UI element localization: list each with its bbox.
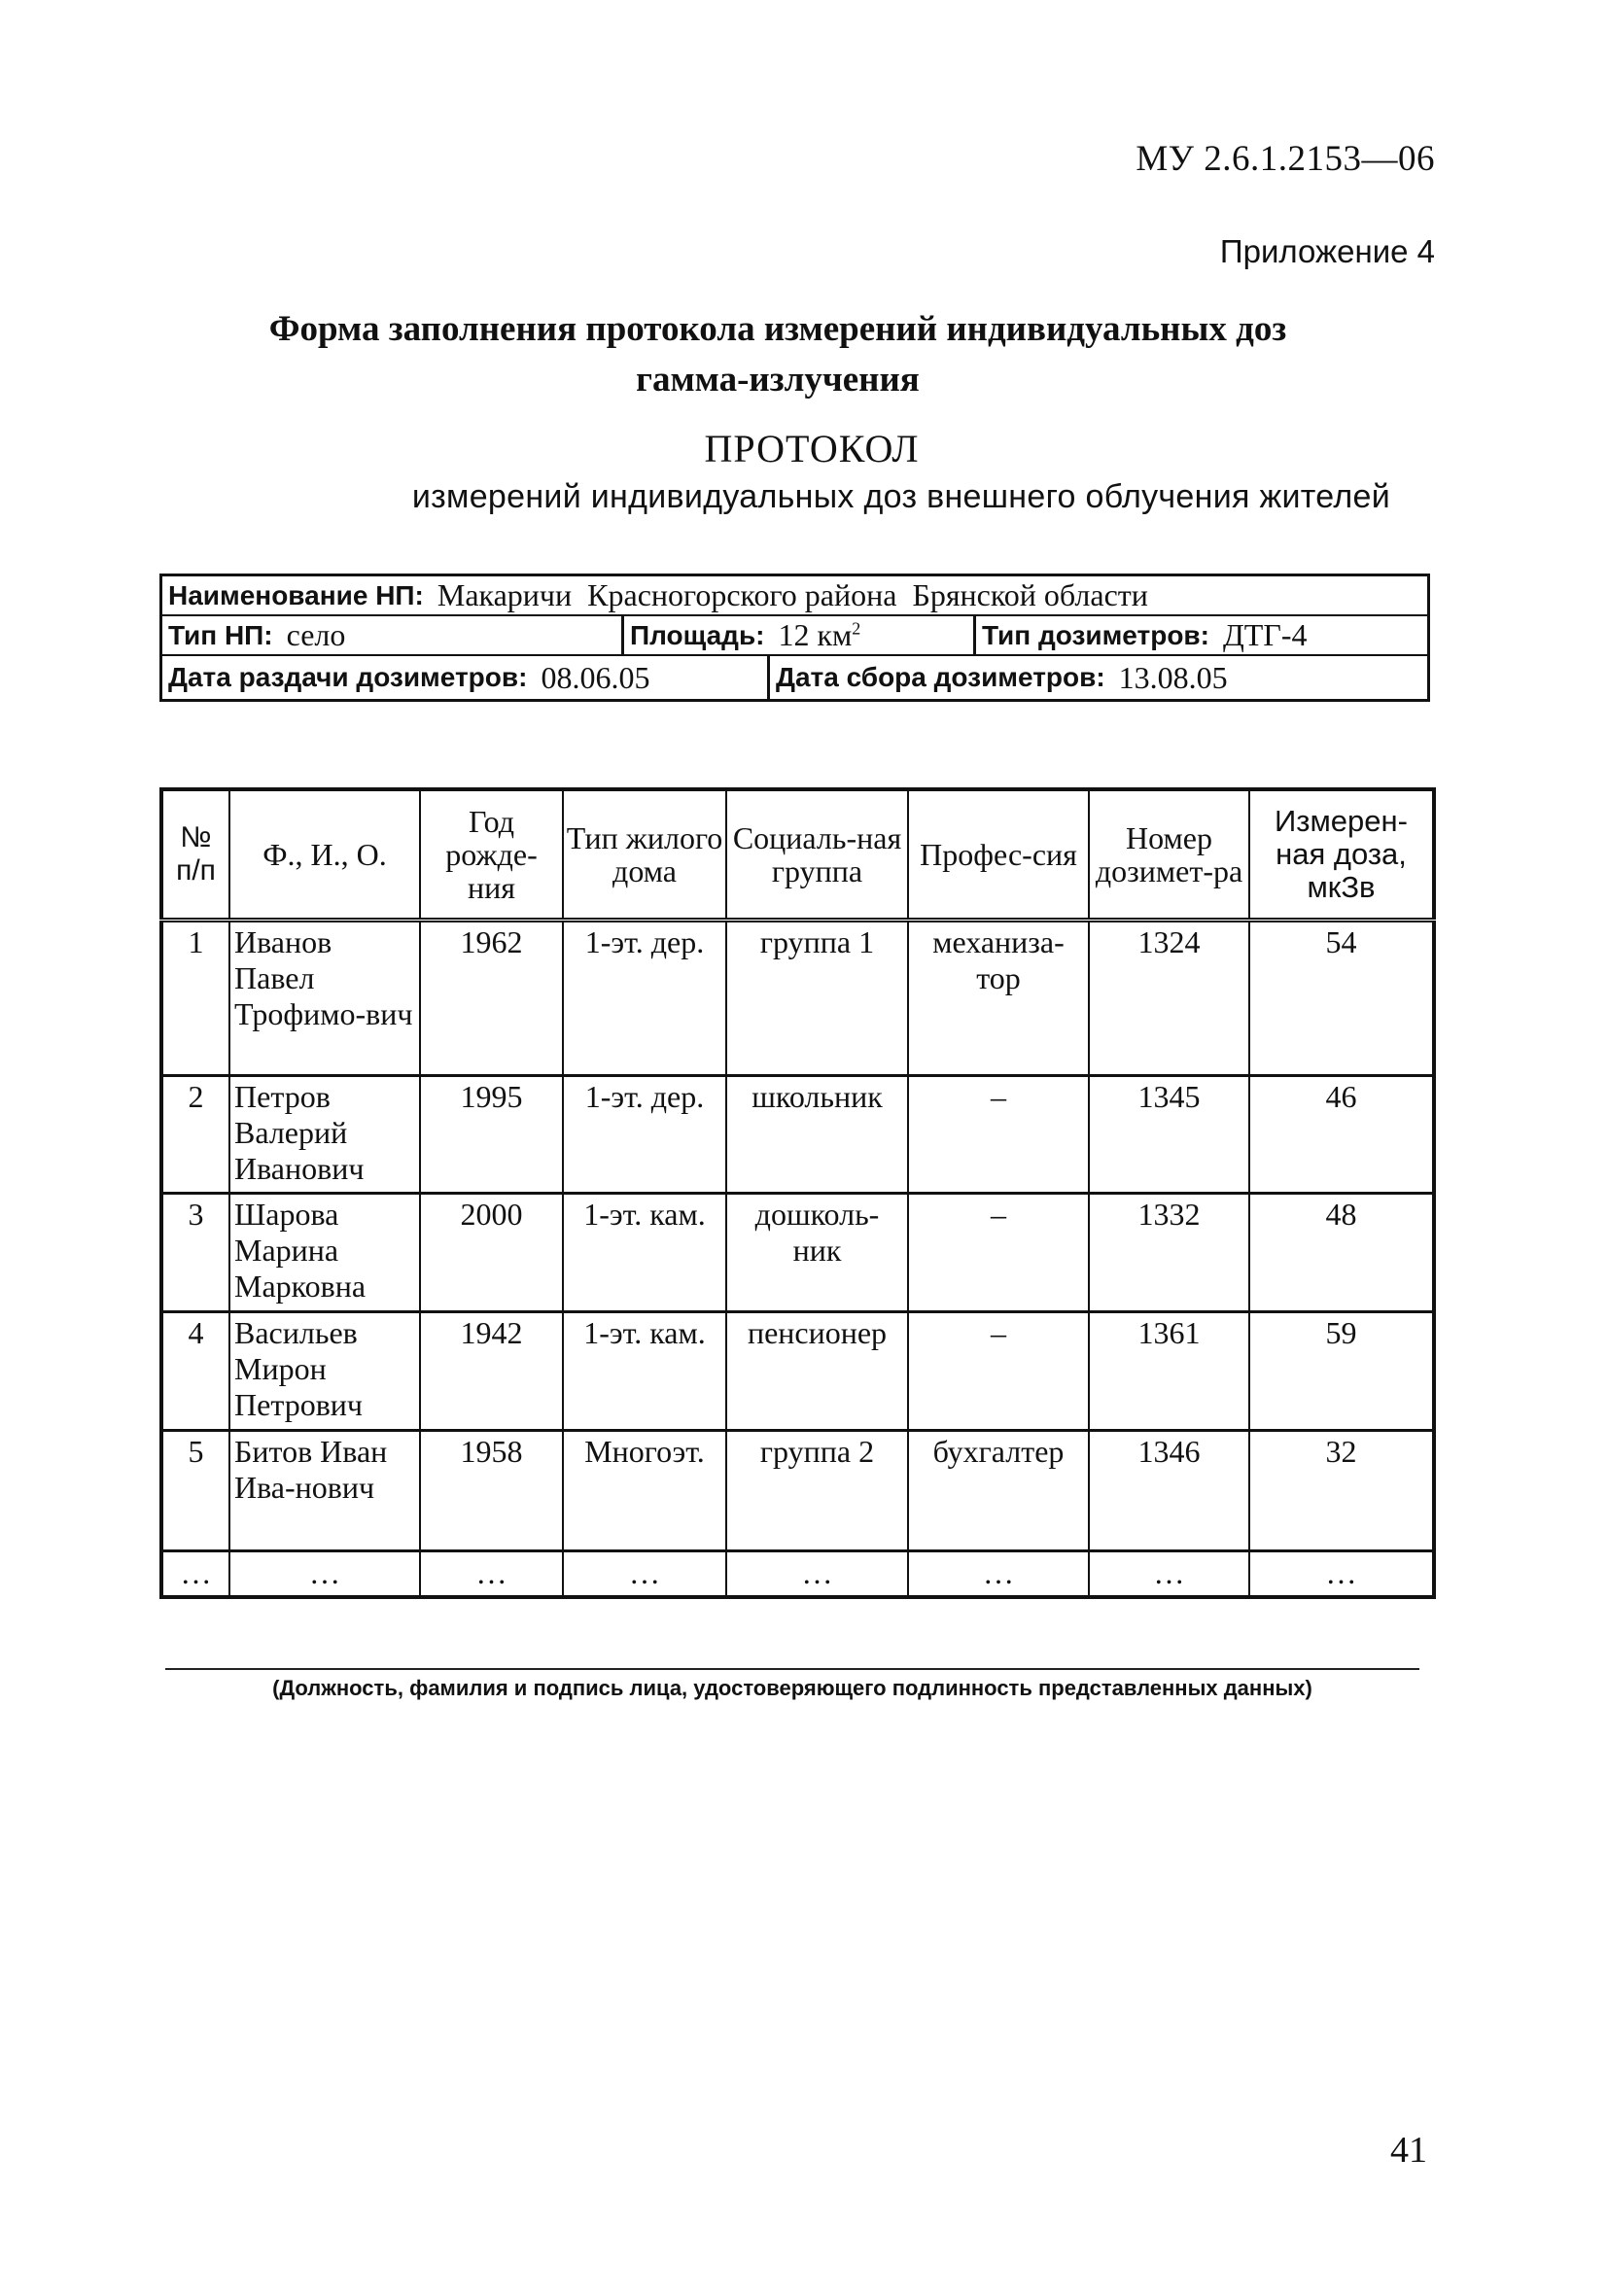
- issue-date-cell: [162, 656, 767, 699]
- cell-profession: механиза-тор: [908, 920, 1089, 1075]
- area-cell: [621, 616, 973, 654]
- cell-birth-year: 1958: [420, 1430, 563, 1550]
- cell-ellipsis: …: [726, 1550, 908, 1597]
- header-dosimeter-number: Номер дозимет-ра: [1089, 789, 1249, 920]
- cell-ellipsis: …: [1249, 1550, 1434, 1597]
- cell-row-number: 2: [161, 1075, 229, 1193]
- cell-ellipsis: …: [1089, 1550, 1249, 1597]
- cell-ellipsis: …: [420, 1550, 563, 1597]
- document-code: МУ 2.6.1.2153—06: [1136, 139, 1435, 179]
- cell-profession: бухгалтер: [908, 1430, 1089, 1550]
- cell-measured-dose: 46: [1249, 1075, 1434, 1193]
- dosimeter-type-value: ДТГ-4: [1222, 617, 1308, 652]
- cell-dosimeter-number: 1345: [1089, 1075, 1249, 1193]
- header-social-group: Социаль-ная группа: [726, 789, 908, 920]
- form-title-line2: гамма-излучения: [636, 360, 920, 400]
- cell-house-type: 1-эт. кам.: [563, 1311, 726, 1430]
- cell-profession: –: [908, 1311, 1089, 1430]
- cell-ellipsis: …: [908, 1550, 1089, 1597]
- cell-birth-year: 1942: [420, 1311, 563, 1430]
- form-title: [146, 304, 1410, 405]
- settlement-cell: [162, 576, 1427, 614]
- dosimeter-type-cell: [973, 616, 1427, 654]
- cell-measured-dose: 32: [1249, 1430, 1434, 1550]
- dosimeter-type-label: Тип дозиметров:: [982, 619, 1209, 650]
- collect-date-cell: [767, 656, 1427, 699]
- cell-ellipsis: …: [563, 1550, 726, 1597]
- settlement-type-value: село: [286, 617, 346, 652]
- cell-birth-year: 1995: [420, 1075, 563, 1193]
- page-number: 41: [1390, 2130, 1427, 2171]
- settlement-label: Наименование НП:: [168, 579, 424, 610]
- table-header-row: [161, 789, 1434, 920]
- cell-social-group: дошколь-ник: [726, 1193, 908, 1311]
- cell-dosimeter-number: 1346: [1089, 1430, 1249, 1550]
- cell-full-name: Васильев Мирон Петрович: [229, 1311, 420, 1430]
- cell-house-type: Многоэт.: [563, 1430, 726, 1550]
- issue-date-value: 08.06.05: [541, 659, 650, 695]
- cell-social-group: пенсионер: [726, 1311, 908, 1430]
- collect-date-label: Дата сбора дозиметров:: [776, 662, 1105, 692]
- table-row: [161, 1311, 1434, 1430]
- cell-social-group: группа 1: [726, 920, 908, 1075]
- settlement-type-cell: [162, 616, 621, 654]
- dose-measurement-table: [159, 787, 1436, 1599]
- protocol-subtitle: измерений индивидуальных доз внешнего облучения жителей: [411, 478, 1390, 515]
- cell-dosimeter-number: 1361: [1089, 1311, 1249, 1430]
- signature-line: [165, 1668, 1419, 1670]
- settlement-info-box: [159, 574, 1430, 702]
- table-row: [161, 1430, 1434, 1550]
- header-house-type: Тип жилого дома: [563, 789, 726, 920]
- cell-birth-year: 2000: [420, 1193, 563, 1311]
- collect-date-value: 13.08.05: [1118, 659, 1228, 695]
- cell-full-name: Шарова Марина Марковна: [229, 1193, 420, 1311]
- area-value-text: 12 км: [778, 617, 853, 652]
- settlement-type-label: Тип НП:: [168, 619, 273, 650]
- cell-house-type: 1-эт. кам.: [563, 1193, 726, 1311]
- cell-ellipsis: …: [229, 1550, 420, 1597]
- issue-date-label: Дата раздачи дозиметров:: [168, 662, 528, 692]
- cell-social-group: школьник: [726, 1075, 908, 1193]
- table-row: [161, 1075, 1434, 1193]
- form-title-line1: Форма заполнения протокола измерений индивидуальных доз: [268, 309, 1287, 349]
- settlement-value: Макаричи Красногорского района Брянской области: [437, 577, 1148, 612]
- header-birth-year: Год рожде-ния: [420, 789, 563, 920]
- cell-social-group: группа 2: [726, 1430, 908, 1550]
- cell-row-number: 1: [161, 920, 229, 1075]
- cell-row-number: 4: [161, 1311, 229, 1430]
- cell-row-number: 5: [161, 1430, 229, 1550]
- cell-full-name: Петров Валерий Иванович: [229, 1075, 420, 1193]
- cell-full-name: Битов Иван Ива-нович: [229, 1430, 420, 1550]
- info-row-dates: [162, 656, 1427, 699]
- cell-measured-dose: 48: [1249, 1193, 1434, 1311]
- appendix-label: Приложение 4: [1219, 233, 1435, 269]
- cell-house-type: 1-эт. дер.: [563, 920, 726, 1075]
- table-row: [161, 920, 1434, 1075]
- info-row-type: [162, 616, 1427, 656]
- cell-profession: –: [908, 1193, 1089, 1311]
- cell-birth-year: 1962: [420, 920, 563, 1075]
- cell-full-name: Иванов Павел Трофимо-вич: [229, 920, 420, 1075]
- cell-measured-dose: 54: [1249, 920, 1434, 1075]
- header-row-number: № п/п: [161, 789, 229, 920]
- cell-profession: –: [908, 1075, 1089, 1193]
- area-unit-sup: 2: [852, 618, 861, 639]
- area-label: Площадь:: [630, 619, 765, 650]
- table-row: [161, 1193, 1434, 1311]
- header-profession: Профес-сия: [908, 789, 1089, 920]
- header-full-name: Ф., И., О.: [229, 789, 420, 920]
- cell-dosimeter-number: 1332: [1089, 1193, 1249, 1311]
- info-row-settlement: [162, 576, 1427, 616]
- cell-dosimeter-number: 1324: [1089, 920, 1249, 1075]
- signature-caption: (Должность, фамилия и подпись лица, удостоверяющего подлинность представленных данных): [272, 1676, 1312, 1700]
- cell-ellipsis: …: [161, 1550, 229, 1597]
- area-value: [779, 617, 861, 653]
- table-row-continuation: [161, 1550, 1434, 1597]
- cell-measured-dose: 59: [1249, 1311, 1434, 1430]
- protocol-title: ПРОТОКОЛ: [704, 427, 920, 470]
- cell-row-number: 3: [161, 1193, 229, 1311]
- header-measured-dose: Измерен-ная доза, мкЗв: [1249, 789, 1434, 920]
- cell-house-type: 1-эт. дер.: [563, 1075, 726, 1193]
